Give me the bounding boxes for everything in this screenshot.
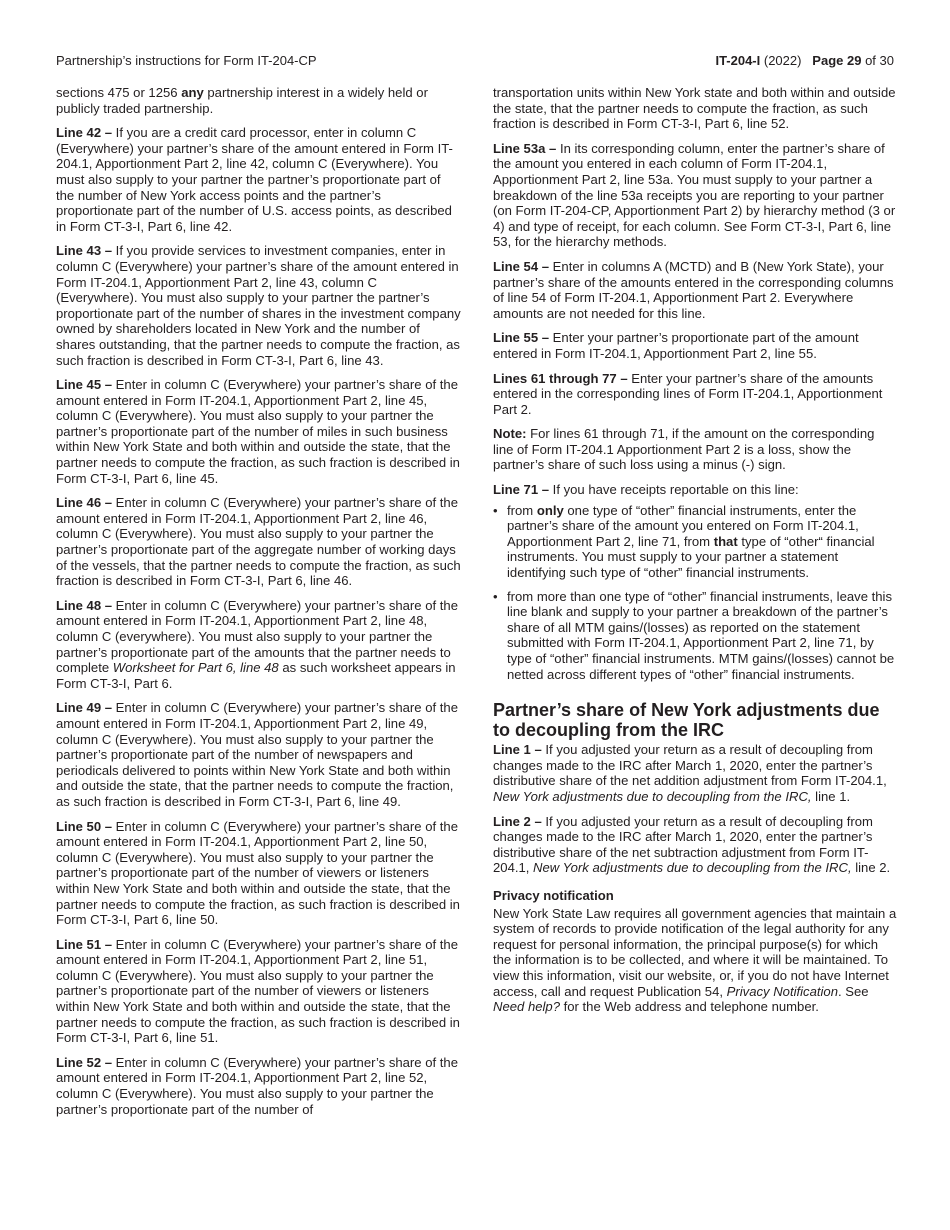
line-label: Line 53a – (493, 140, 557, 156)
line-48: Line 48 – Enter in column C (Everywhere) your partner’s share of the amount entered in Form IT-204.1, Apportionment Part 2, line 48, column C (everywhere). You must also supply to your partner the partner’s proportionate part of the amounts that the partner needs to complete Worksheet for Part 6, line 48 as such worksheet appears in Form CT-3-I, Part 6. (56, 597, 458, 691)
note: Note: For lines 61 through 71, if the amount on the corresponding line of Form IT-204.1 Apportionment Part 2 is a loss, show the partner’s share of such loss using a minus (-) sign. (493, 426, 875, 473)
left-column (56, 85, 461, 1126)
line-label: Line 48 – (56, 597, 113, 613)
line-46: Line 46 – Enter in column C (Everywhere) your partner’s share of the amount entered in Form IT-204.1, Apportionment Part 2, line 46, column C (Everywhere). You must also supply to your partner the partner’s proportionate part of the aggregate number of working days of the vessels, that the partner needs to compute the fraction, as such fraction is described in Form CT-3-I, Part 6, line 46. (56, 495, 461, 589)
line-52: Line 52 – Enter in column C (Everywhere) your partner’s share of the amount entered in Form IT-204.1, Apportionment Part 2, line 52, column C (Everywhere). You must also supply to your partner the partner’s proportionate part of the number of (56, 1054, 458, 1117)
line-43: Line 43 – If you provide services to investment companies, enter in column C (Everywhere) your partner’s share of the amount entered in Form IT-204.1, Apportionment Part 2, line 43, column C (Everywhere). You must also supply to your partner the partner’s proportionate part of the number of shares in the investment company owned by shareholders located in New York and the number of shares outstanding, that the partner needs to compute the fraction, as such fraction is described in Form CT-3-I, Part 6, line 43. (56, 243, 461, 368)
header-title: Partnership’s instructions for Form IT-204-CP (56, 53, 317, 68)
section-heading: Partner’s share of New York adjustments due to decoupling from the IRC (493, 700, 880, 741)
line-50: Line 50 – Enter in column C (Everywhere) your partner’s share of the amount entered in Form IT-204.1, Apportionment Part 2, line 50, column C (Everywhere). You must also supply to your partner the partner’s proportionate part of the number of viewers or listeners within New York State and both within and outside the state, that the partner needs to compute the fraction, as such fraction is described in Form CT-3-I, Part 6, line 50. (56, 818, 460, 928)
decoupling-line-2: Line 2 – If you adjusted your return as a result of decoupling from changes made to the IRC after March 1, 2020, enter the partner’s distributive share of the net subtraction adjustment from Form IT-204.1, New York adjustments due to decoupling from the IRC, line 2. (493, 813, 891, 876)
line-label: Line 71 – (493, 482, 550, 498)
line-label: Line 55 – (493, 330, 550, 346)
bullet-icon: • (493, 588, 498, 604)
line-label: Line 50 – (56, 818, 113, 834)
list-item: • from more than one type of “other” financial instruments, leave this line blank and supply to your partner a breakdown of the partner’s share of all MTM gains/(losses) as reported on the statement submitted with Form IT-204.1, Apportionment Part 2, line 71, by type of “other” financial instruments. MTM gains/(losses) cannot be netted across different types of “other” financial instruments. (493, 588, 895, 682)
line-label: Line 43 – (56, 243, 113, 259)
line-label: Line 51 – (56, 936, 113, 952)
line-label: Line 52 – (56, 1054, 113, 1070)
note-label: Note: (493, 426, 527, 442)
decoupling-line-1: Line 1 – If you adjusted your return as a result of decoupling from changes made to the IRC after March 1, 2020, enter the partner’s distributive share of the net addition adjustment from Form IT-204.1, New York adjustments due to decoupling from the IRC, line 1. (493, 742, 887, 804)
privacy-heading: Privacy notification (493, 887, 614, 903)
line-42: Line 42 – If you are a credit card processor, enter in column C (Everywhere) your partner’s share of the amount entered in Form IT-204.1, Apportionment Part 2, line 42, column C (Everywhere). You must also supply to your partner the partner’s proportionate part of the number of New York access points and the partner’s proportionate part of the number of U.S. access points, as described in Form CT-3-I, Part 6, line 42. (56, 125, 453, 234)
line-49: Line 49 – Enter in column C (Everywhere) your partner’s share of the amount entered in Form IT-204.1, Apportionment Part 2, line 49, column C (Everywhere). You must also supply to your partner the partner’s proportionate part of the number of newspapers and periodicals delivered to points within New York State and both within and outside the state, that the partner needs to compute the fraction, as such fraction is described in Form CT-3-I, Part 6, line 49. (56, 700, 458, 809)
line-label: Line 45 – (56, 377, 113, 393)
line-label: Line 54 – (493, 258, 550, 274)
line-label: Line 1 – (493, 742, 542, 758)
page-header (56, 53, 894, 73)
list-item: • from only one type of “other” financial instruments, enter the partner’s share of the amount you entered on Form IT-204.1, Apportionment Part 2, line 71, from that type of “other“ financial instruments. You must supply to your partner a statement identifying such type of “other” financial instruments. (493, 502, 875, 581)
bullet-icon: • (493, 502, 498, 518)
line-71: Line 71 – If you have receipts reportable on this line: (493, 482, 799, 498)
line-51: Line 51 – Enter in column C (Everywhere) your partner’s share of the amount entered in Form IT-204.1, Apportionment Part 2, line 51, column C (Everywhere). You must also supply to your partner the partner’s proportionate part of the number of viewers or listeners within New York State and both within and outside the state, that the partner needs to compute the fraction, as such fraction is described in Form CT-3-I, Part 6, line 51. (56, 936, 460, 1046)
line-label: Line 46 – (56, 495, 113, 511)
page-number: Page 29 (812, 53, 862, 68)
lines-61-77: Lines 61 through 77 – Enter your partner’s share of the amounts entered in the corresponding lines of Form IT-204.1, Apportionment Part 2. (493, 370, 883, 417)
continued-paragraph: sections 475 or 1256 any partnership interest in a widely held or publicly traded partnership. (56, 85, 428, 116)
header-page-info (715, 53, 894, 68)
right-column (493, 85, 898, 1024)
form-year: (2022) (763, 53, 802, 68)
privacy-paragraph: New York State Law requires all government agencies that maintain a system of records to provide notification of the legal authority for any request for personal information, the principal purpose(s) for which the information is to be collected, and where it will be maintained. To view this information, visit our website, or, if you do not have Internet access, call and request Publication 54, Privacy Notification. See Need help? for the Web address and telephone number. (493, 905, 897, 1015)
line-45: Line 45 – Enter in column C (Everywhere) your partner’s share of the amount entered in Form IT-204.1, Apportionment Part 2, line 45, column C (Everywhere). You must also supply to your partner the partner’s proportionate part of the number of miles in such business within New York State and both within and outside the state, that the partner needs to compute the fraction, as such fraction is described in Form CT-3-I, Part 6, line 45. (56, 377, 460, 486)
line-label: Line 2 – (493, 813, 542, 829)
line-54: Line 54 – Enter in columns A (MCTD) and B (New York State), your partner’s share of the amounts entered in the corresponding columns of line 54 of Form IT-204.1, Apportionment Part 2. Everywhere amounts are not needed for this line. (493, 258, 894, 321)
line-label: Lines 61 through 77 – (493, 370, 628, 386)
line-label: Line 49 – (56, 700, 113, 716)
line-label: Line 42 – (56, 125, 113, 141)
line-55: Line 55 – Enter your partner’s proportionate part of the amount entered in Form IT-204.1, Apportionment Part 2, line 55. (493, 330, 859, 361)
line-71-bullets (493, 503, 898, 683)
line-53a: Line 53a – In its corresponding column, enter the partner’s share of the amount you entered in each column of Form IT-204.1, Apportionment Part 2, line 53a. You must supply to your partner a breakdown of the line 53a receipts you are reporting to your partner (on Form IT-204-CP, Apportionment Part 2) by hierarchy method (3 or 4) and type of receipt, for each column. See Form CT-3-I, Part 6, line 53, for the hierarchy methods. (493, 140, 896, 250)
page-total: of 30 (865, 53, 894, 68)
continued-paragraph: transportation units within New York state and both within and outside the state, that the partner needs to compute the fraction, as such fraction is described in Form CT-3-I, Part 6, line 52. (493, 85, 896, 132)
form-number: IT-204-I (715, 53, 761, 68)
